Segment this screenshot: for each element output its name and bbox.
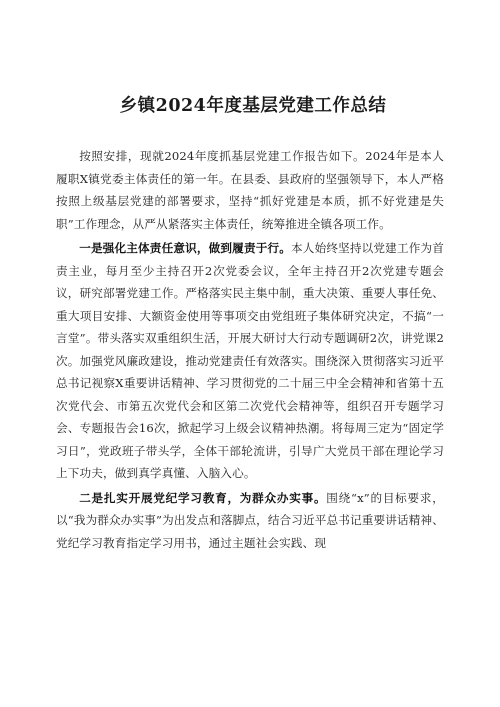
document-title: 乡镇2024年度基层党建工作总结 [119,96,387,116]
paragraph-text: 按照安排，现就2024年度抓基层党建工作报告如下。2024年是本人履职X镇党委主体责任的第一年。在县委、县政府的坚强领导下，本人严格按照上级基层党建的部署要求，坚持“抓好党建是本质，抓不好党建是失职”工作理念，从严从紧落实主体责任，统筹推进全镇各项工作。 [56,149,444,231]
paragraph-intro [56,145,444,235]
paragraph-text: 围绕“x”的目标要求，以“我为群众办实事”为出发点和落脚点，结合习近平总书记重要讲话精神、党纪学习教育指定学习用书，通过主题社会实践、现 [56,490,444,550]
paragraph-responsibility [56,237,444,485]
paragraph-discipline-education [56,487,444,555]
paragraph-text: 本人始终坚持以党建工作为首责主业，每月至少主持召开2次党委会议，全年主持召开2次党建专题会议，研究部署党建工作。严格落实民主集中制，重大决策、重要人事任免、重大项目安排、大额资金使用等事项交由党组班子集体研究决定，不搞“一言堂”。带头落实双重组织生活，开展大研讨大行动专题调研2次，讲党课2次。加强党风廉政建设，推动党建责任有效落实。围绕深入贯彻落实习近平总书记视察X重要讲话精神、学习贯彻党的二十届三中全会精神和省第十五次党代会、市第五次党代会和区第二次党代会精神等，组织召开专题学习会、专题报告会16次，掀起学习上级会议精神热潮。将每周三定为“固定学习日”，党政班子带头学，全体干部轮流讲，引导广大党员干部在理论学习上下功夫，做到真学真懂、入脑入心。 [56,241,445,480]
paragraph-lead: 二是扎实开展党纪学习教育，为群众办实事。 [79,490,327,505]
paragraph-lead: 一是强化主体责任意识，做到履责于行。 [79,241,292,255]
